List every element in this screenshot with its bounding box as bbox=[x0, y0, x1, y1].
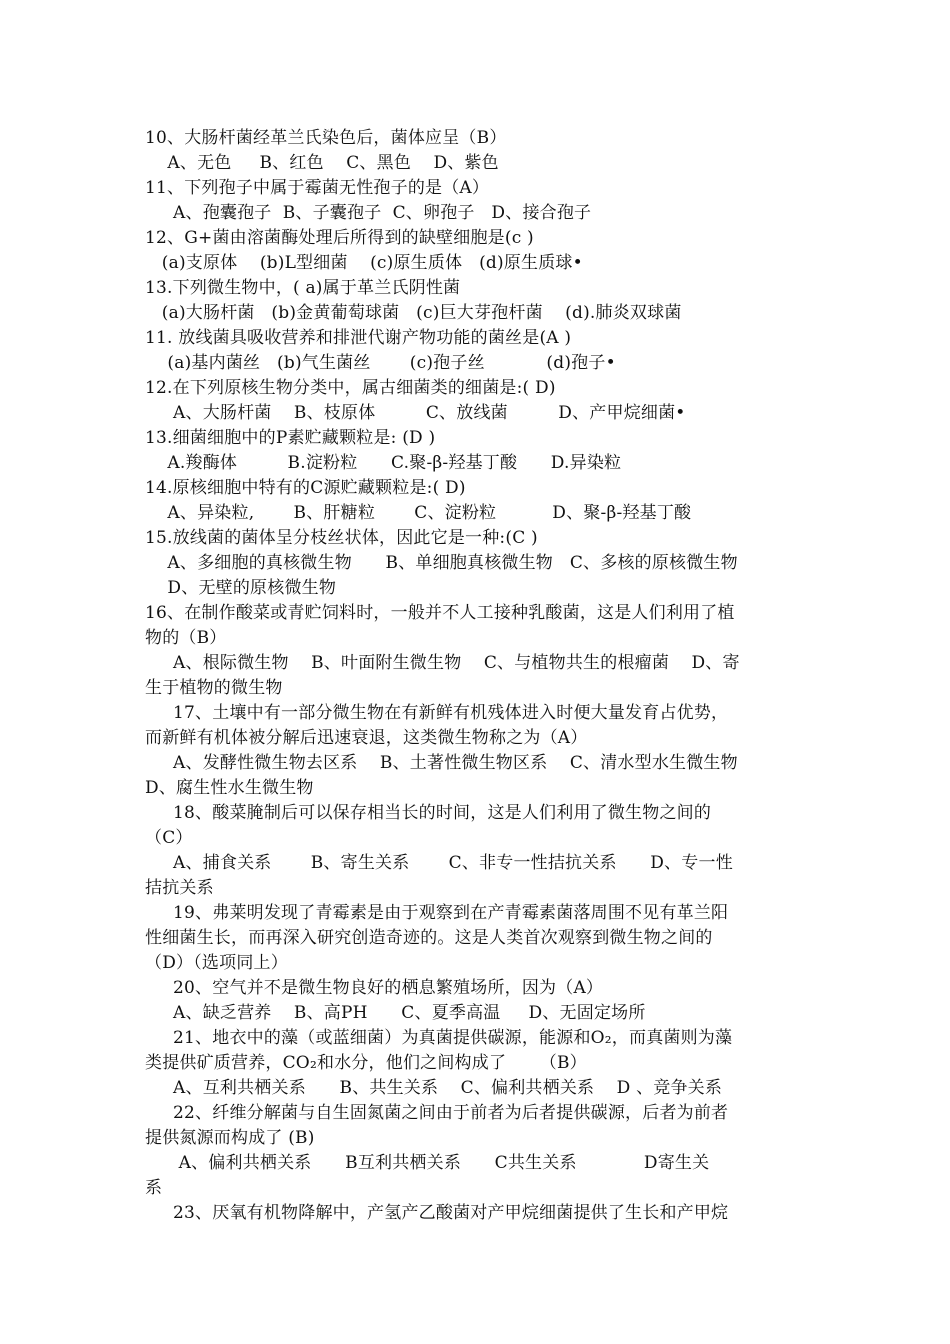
text-line: 12、G+菌由溶菌酶处理后所得到的缺壁细胞是(c ) bbox=[145, 228, 534, 248]
text-line: 生于植物的微生物 bbox=[145, 678, 283, 698]
text-line: 系 bbox=[145, 1178, 163, 1198]
text-line: (a)大肠杆菌 (b)金黄葡萄球菌 (c)巨大芽孢杆菌 (d).肺炎双球菌 bbox=[145, 303, 682, 323]
text-line: 11. 放线菌具吸收营养和排泄代谢产物功能的菌丝是(A ) bbox=[145, 328, 572, 348]
text-line: 18、酸菜腌制后可以保存相当长的时间，这是人们利用了微生物之间的 bbox=[145, 803, 712, 823]
text-line: 物的（B） bbox=[145, 628, 227, 648]
text-line: 16、在制作酸菜或青贮饲料时，一般并不人工接种乳酸菌，这是人们利用了植 bbox=[145, 603, 735, 623]
text-line: （C） bbox=[145, 828, 193, 848]
text-line: 13.下列微生物中，( a)属于革兰氏阴性菌 bbox=[145, 278, 461, 298]
text-line: 14.原核细胞中特有的C源贮藏颗粒是:( D) bbox=[145, 478, 466, 498]
text-line: 性细菌生长，而再深入研究创造奇迹的。这是人类首次观察到微生物之间的 bbox=[145, 928, 713, 948]
text-line: 20、空气并不是微生物良好的栖息繁殖场所，因为（A） bbox=[145, 978, 604, 998]
text-line: A、孢囊孢子 B、子囊孢子 C、卵孢子 D、接合孢子 bbox=[145, 203, 592, 223]
text-line: A、偏利共栖关系 B互利共栖关系 C共生关系 D寄生关 bbox=[145, 1153, 710, 1173]
text-line: 23、厌氧有机物降解中，产氢产乙酸菌对产甲烷细菌提供了生长和产甲烷 bbox=[145, 1203, 729, 1223]
text-line: 拮抗关系 bbox=[145, 878, 214, 898]
text-line: A、互利共栖关系 B、共生关系 C、偏利共栖关系 D 、竞争关系 bbox=[145, 1078, 723, 1098]
text-line: A、根际微生物 B、叶面附生微生物 C、与植物共生的根瘤菌 D、寄 bbox=[145, 653, 740, 673]
text-line: A、捕食关系 B、寄生关系 C、非专一性拮抗关系 D、专一性 bbox=[145, 853, 733, 873]
text-line: 类提供矿质营养，CO₂和水分，他们之间构成了 （B） bbox=[145, 1053, 587, 1073]
text-line: A、无色 B、红色 C、黑色 D、紫色 bbox=[145, 153, 499, 173]
text-line: 而新鲜有机体被分解后迅速衰退，这类微生物称之为（A） bbox=[145, 728, 588, 748]
text-line: 21、地衣中的藻（或蓝细菌）为真菌提供碳源，能源和O₂，而真菌则为藻 bbox=[145, 1028, 733, 1048]
text-line: 15.放线菌的菌体呈分枝丝状体，因此它是一种:(C ) bbox=[145, 528, 538, 548]
text-line: 22、纤维分解菌与自生固氮菌之间由于前者为后者提供碳源，后者为前者 bbox=[145, 1103, 729, 1123]
text-line: （D）（选项同上） bbox=[145, 953, 288, 973]
text-line: 11、下列孢子中属于霉菌无性孢子的是（A） bbox=[145, 178, 490, 198]
text-line: 19、弗莱明发现了青霉素是由于观察到在产青霉素菌落周围不见有革兰阳 bbox=[145, 903, 729, 923]
text-line: A、发酵性微生物去区系 B、土著性微生物区系 C、清水型水生微生物 bbox=[145, 753, 738, 773]
text-line: A.羧酶体 B.淀粉粒 C.聚-β-羟基丁酸 D.异染粒 bbox=[145, 453, 622, 473]
text-line: A、异染粒, B、肝糖粒 C、淀粉粒 D、聚-β-羟基丁酸 bbox=[145, 503, 692, 523]
text-line: 13.细菌细胞中的P素贮藏颗粒是: (D ) bbox=[145, 428, 436, 448]
text-line: 10、大肠杆菌经革兰氏染色后，菌体应呈（B） bbox=[145, 128, 507, 148]
text-line: A、多细胞的真核微生物 B、单细胞真核微生物 C、多核的原核微生物 bbox=[145, 553, 738, 573]
text-line: (a)支原体 (b)L型细菌 (c)原生质体 (d)原生质球• bbox=[145, 253, 583, 273]
text-line: 12.在下列原核生物分类中，属古细菌类的细菌是:( D) bbox=[145, 378, 556, 398]
text-line: 提供氮源而构成了 (B) bbox=[145, 1128, 315, 1148]
text-line: A、缺乏营养 B、高PH C、夏季高温 D、无固定场所 bbox=[145, 1003, 646, 1023]
text-line: D、腐生性水生微生物 bbox=[145, 778, 314, 798]
text-line: (a)基内菌丝 (b)气生菌丝 (c)孢子丝 (d)孢子• bbox=[145, 353, 616, 373]
text-line: 17、土壤中有一部分微生物在有新鲜有机残体进入时便大量发育占优势， bbox=[145, 703, 729, 723]
text-line: A、大肠杆菌 B、枝原体 C、放线菌 D、产甲烷细菌• bbox=[145, 403, 686, 423]
text-line: D、无壁的原核微生物 bbox=[145, 578, 337, 598]
